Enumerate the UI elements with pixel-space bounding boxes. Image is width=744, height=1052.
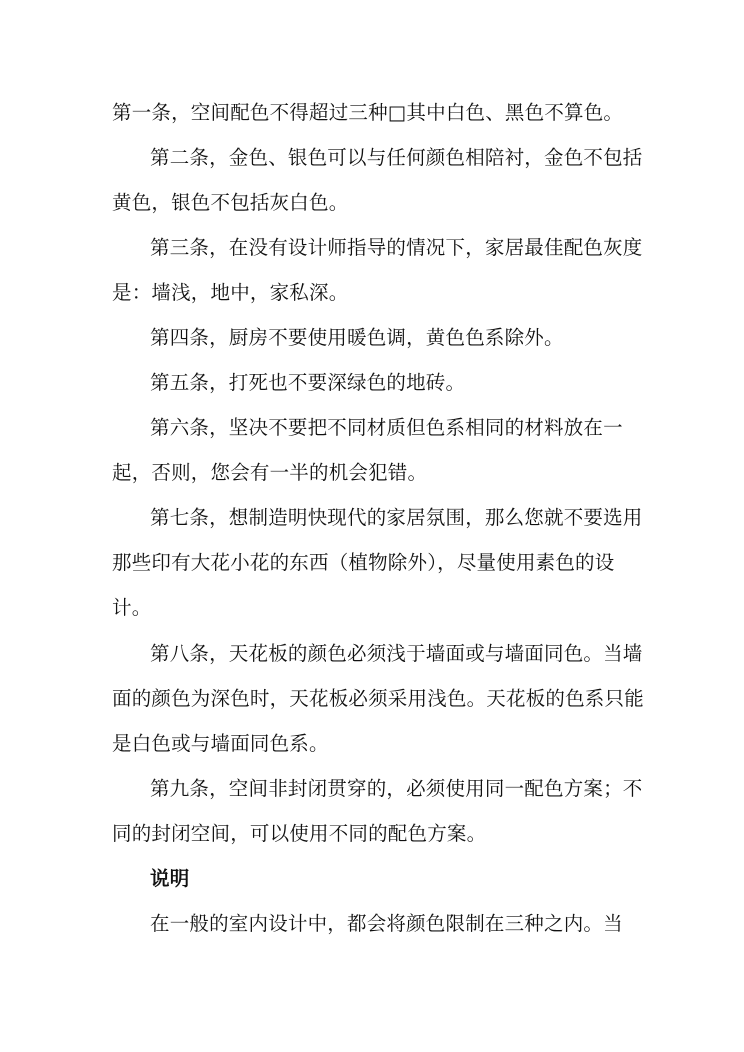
rule-6-line-1: 第六条，坚决不要把不同材质但色系相同的材料放在一 <box>150 416 623 439</box>
rule-9-line-2: 同的封闭空间，可以使用不同的配色方案。 <box>112 822 487 845</box>
rule-1-line-1: 第一条，空间配色不得超过三种□其中白色、黑色不算色。 <box>112 101 624 124</box>
rule-7-line-1: 第七条，想制造明快现代的家居氛围，那么您就不要选用 <box>150 506 643 529</box>
section-body-line-1: 在一般的室内设计中，都会将颜色限制在三种之内。当 <box>150 912 623 935</box>
rule-4-line-1: 第四条，厨房不要使用暖色调，黄色色系除外。 <box>150 326 564 349</box>
rule-5-line-1: 第五条，打死也不要深绿色的地砖。 <box>150 371 466 394</box>
rule-8-line-3: 是白色或与墙面同色系。 <box>112 732 329 755</box>
rule-8-line-1: 第八条，天花板的颜色必须浅于墙面或与墙面同色。当墙 <box>150 642 643 665</box>
rule-6-line-2: 起，否则，您会有一半的机会犯错。 <box>112 461 428 484</box>
rule-7-line-3: 计。 <box>112 596 152 619</box>
rule-7-line-2: 那些印有大花小花的东西（植物除外），尽量使用素色的设 <box>112 551 615 574</box>
rule-3-line-1: 第三条，在没有设计师指导的情况下，家居最佳配色灰度 <box>150 236 643 259</box>
section-heading: 说明 <box>150 867 190 890</box>
rule-3-line-2: 是：墙浅，地中，家私深。 <box>112 281 349 304</box>
rule-8-line-2: 面的颜色为深色时，天花板必须采用浅色。天花板的色系只能 <box>112 687 644 710</box>
rule-2-line-1: 第二条，金色、银色可以与任何颜色相陪衬，金色不包括 <box>150 146 643 169</box>
rule-2-line-2: 黄色，银色不包括灰白色。 <box>112 191 349 214</box>
rule-9-line-1: 第九条，空间非封闭贯穿的，必须使用同一配色方案；不 <box>150 777 643 800</box>
